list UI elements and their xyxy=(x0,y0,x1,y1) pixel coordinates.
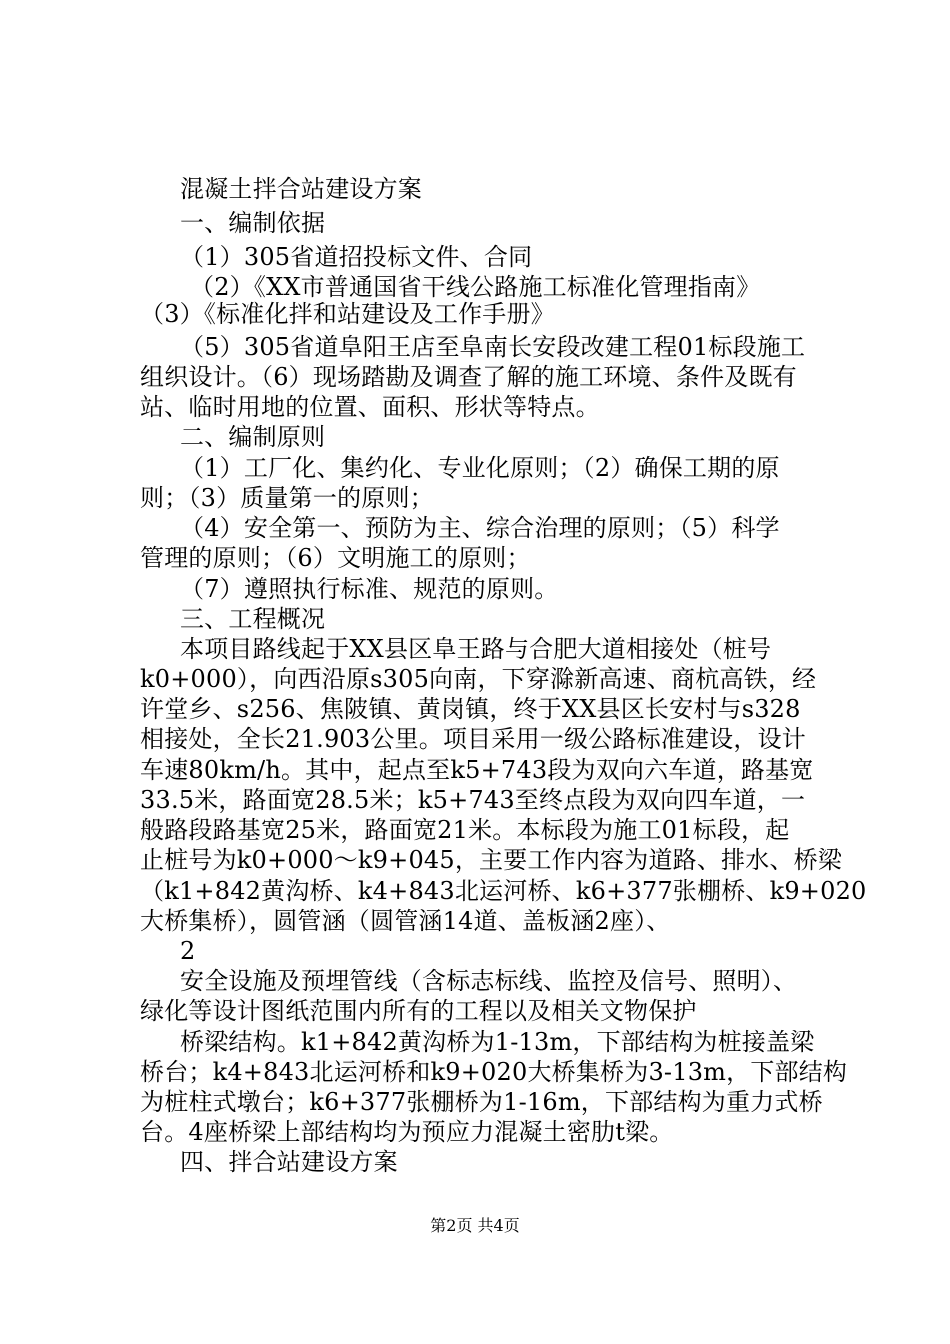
text-line: k0+000），向西沿原s305向南，下穿滁新高速、商杭高铁，经 xyxy=(140,665,817,693)
text-line: 般路段路基宽25米，路面宽21米。本标段为施工01标段，起 xyxy=(140,816,790,844)
text-line: 33.5米，路面宽28.5米；k5+743至终点段为双向四车道，一 xyxy=(140,786,806,814)
doc-title: 混凝土拌合站建设方案 xyxy=(180,175,422,203)
text-line: （2）《XX市普通国省干线公路施工标准化管理指南》 xyxy=(190,273,761,301)
text-line: 为桩柱式墩台；k6+377张棚桥为1-16m，下部结构为重力式桥 xyxy=(140,1088,823,1116)
text-line: （3）《标准化拌和站建设及工作手册》 xyxy=(140,300,555,328)
text-line: 车速80km/h。其中，起点至k5+743段为双向六车道，路基宽 xyxy=(140,756,814,784)
text-line: 绿化等设计图纸范围内所有的工程以及相关文物保护 xyxy=(140,997,697,1025)
text-line: （k1+842黄沟桥、k4+843北运河桥、k6+377张棚桥、k9+020 xyxy=(140,877,867,905)
text-line: 本项目路线起于XX县区阜王路与合肥大道相接处（桩号 xyxy=(180,635,772,663)
text-line: 桥台；k4+843北运河桥和k9+020大桥集桥为3-13m，下部结构 xyxy=(140,1058,848,1086)
text-line: 台。4座桥梁上部结构均为预应力混凝土密肋t梁。 xyxy=(140,1118,674,1146)
text-line: 组织设计。（6）现场踏勘及调查了解的施工环境、条件及既有 xyxy=(140,363,797,391)
text-line: 相接处，全长21.903公里。项目采用一级公路标准建设，设计 xyxy=(140,725,806,753)
section-heading: 二、编制原则 xyxy=(180,423,326,451)
text-line: （4）安全第一、预防为主、综合治理的原则；（5）科学 xyxy=(180,514,780,542)
text-line: 则；（3）质量第一的原则； xyxy=(140,484,434,512)
page-footer: 第2页 共4页 xyxy=(430,1216,520,1235)
text-line: （7）遵照执行标准、规范的原则。 xyxy=(180,575,559,603)
section-heading: 三、工程概况 xyxy=(180,605,326,633)
text-line: （1）305省道招投标文件、合同 xyxy=(180,243,533,271)
text-line: 桥梁结构。k1+842黄沟桥为1-13m，下部结构为桩接盖梁 xyxy=(180,1028,815,1056)
text-line: （5）305省道阜阳王店至阜南长安段改建工程01标段施工 xyxy=(180,333,806,361)
page-number-marker: 2 xyxy=(180,937,196,965)
text-line: （1）工厂化、集约化、专业化原则；（2）确保工期的原 xyxy=(180,454,780,482)
text-line: 站、临时用地的位置、面积、形状等特点。 xyxy=(140,393,600,421)
section-heading: 一、编制依据 xyxy=(180,209,326,237)
text-line: 安全设施及预埋管线（含标志标线、监控及信号、照明）、 xyxy=(180,967,798,995)
section-heading: 四、拌合站建设方案 xyxy=(180,1148,398,1176)
text-line: 许堂乡、s256、焦陂镇、黄岗镇，终于XX县区长安村与s328 xyxy=(140,695,801,723)
text-line: 管理的原则；（6）文明施工的原则； xyxy=(140,544,531,572)
text-line: 大桥集桥），圆管涵（圆管涵14道、盖板涵2座）、 xyxy=(140,907,671,935)
text-line: 止桩号为k0+000～k9+045，主要工作内容为道路、排水、桥梁 xyxy=(140,846,843,874)
